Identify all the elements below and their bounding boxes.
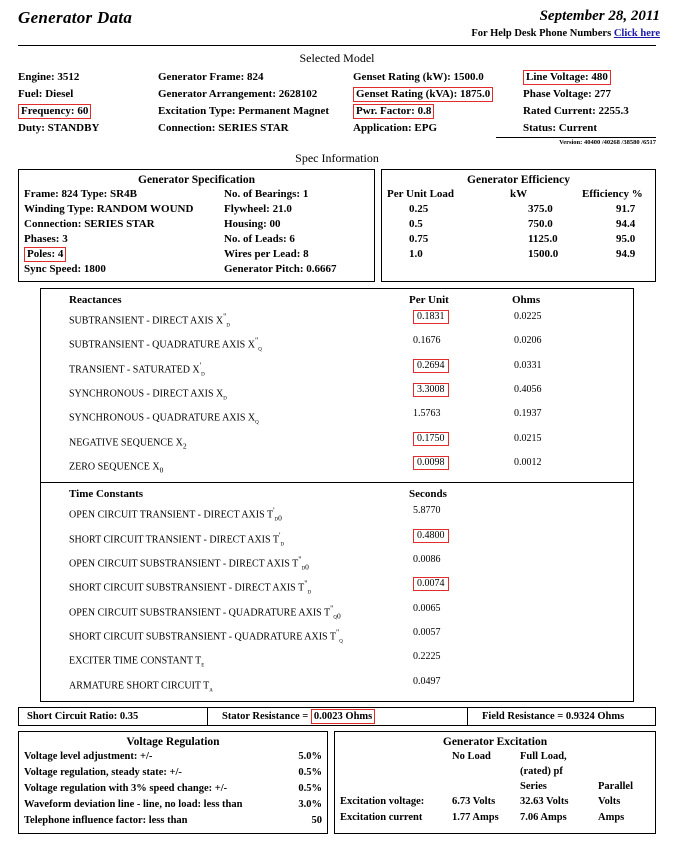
table-row [24, 749, 322, 765]
time-constants-col-seconds: Seconds [409, 488, 447, 501]
reactance-label: TRANSIENT - SATURATED X [69, 363, 200, 375]
line-voltage-field [523, 69, 656, 85]
reactance-label: SYNCHRONOUS - DIRECT AXIS X [69, 388, 224, 400]
table-row [41, 624, 633, 648]
generator-pitch-field: Generator Pitch: 0.6667 [224, 263, 337, 275]
reactances-col-ohms: Ohms [512, 294, 541, 306]
generator-arrangement-field: Generator Arrangement: 2628102 [158, 88, 318, 100]
table-row [24, 797, 322, 813]
voltage-regulation-value: 0.5% [298, 782, 322, 794]
reactance-sub: 2 [182, 440, 187, 450]
time-constant-spacer [508, 673, 627, 697]
frequency-value: Frequency: 60 [18, 104, 91, 119]
table-row [340, 810, 650, 826]
reactance-sup: " [223, 312, 227, 321]
reactance-name [47, 381, 399, 405]
selected-model-row [18, 86, 656, 102]
time-constant-label: SHORT CIRCUIT TRANSIENT - DIRECT AXIS T [69, 533, 279, 545]
spec-row [24, 262, 369, 277]
time-constant-name [47, 502, 399, 526]
time-constant-spacer [508, 624, 627, 648]
poles-value: Poles: 4 [24, 247, 66, 262]
reactance-ohms: 0.1937 [514, 408, 542, 420]
table-row [41, 357, 633, 381]
resistance-summary-row [18, 707, 656, 726]
table-row [24, 765, 322, 781]
excitation-voltage-parallel: Volts [598, 795, 621, 807]
phase-voltage-field: Phase Voltage: 277 [523, 88, 611, 100]
efficiency-kw: 1500.0 [528, 248, 559, 260]
status-field: Status: Current [523, 122, 598, 134]
reactance-sub: d [201, 367, 205, 377]
voltage-regulation-value: 50 [311, 814, 322, 826]
bearings-field: No. of Bearings: 1 [224, 188, 309, 200]
reactances-table [40, 288, 634, 482]
efficiency-kw: 1125.0 [528, 233, 558, 245]
reactance-name [47, 308, 399, 332]
efficiency-percent: 94.4 [616, 218, 636, 230]
time-constant-spacer [508, 575, 627, 599]
table-row [41, 551, 633, 575]
table-row [41, 648, 633, 672]
reactance-sub: q [255, 416, 259, 426]
spec-row [24, 202, 369, 217]
time-constant-sup: " [336, 627, 340, 637]
generator-excitation-header-2 [340, 779, 650, 794]
document-header [0, 0, 674, 39]
efficiency-col-kw: kW [510, 188, 528, 200]
frame-type-field: Frame: 824 Type: SR4B [24, 188, 137, 200]
reactance-per-unit [399, 381, 508, 405]
efficiency-col-efficiency: Efficiency % [582, 188, 643, 200]
time-constants-col-name: Time Constants [69, 488, 144, 501]
selected-model-row [18, 120, 656, 136]
document-date: September 28, 2011 [539, 8, 660, 24]
frequency-field [18, 103, 158, 119]
reactance-ohms: 0.0331 [514, 359, 542, 371]
reactance-ohms: 0.0012 [514, 456, 542, 468]
reactance-name [47, 430, 399, 454]
reactance-sub: 0 [159, 465, 164, 475]
table-row [387, 202, 650, 217]
flywheel-field: Flywheel: 21.0 [224, 203, 292, 215]
time-constant-seconds-value: 0.4800 [413, 529, 449, 543]
line-voltage-value: Line Voltage: 480 [523, 70, 611, 85]
efficiency-percent: 94.9 [616, 248, 636, 260]
time-constant-seconds-value: 0.0074 [413, 577, 449, 591]
efficiency-per-unit-load: 1.0 [409, 248, 423, 260]
reactances-and-time-constants [40, 288, 634, 702]
excitation-voltage-label: Excitation voltage: [340, 795, 425, 807]
time-constants-table [40, 482, 634, 702]
table-row [387, 247, 650, 262]
reactance-per-unit-value: 0.1831 [413, 310, 449, 324]
reactance-sub: d [226, 319, 230, 329]
time-constant-name [47, 648, 399, 672]
reactance-per-unit [399, 357, 508, 381]
voltage-regulation-label: Telephone influence factor: less than [24, 814, 188, 826]
excitation-head-no-load: No Load [452, 750, 491, 762]
time-constant-spacer [508, 648, 627, 672]
reactance-sub: d [223, 392, 227, 402]
reactance-sup: ' [199, 360, 202, 370]
table-row [41, 381, 633, 405]
generator-efficiency-header [387, 187, 650, 202]
excitation-head-blank [340, 749, 452, 779]
voltage-regulation-value: 5.0% [298, 750, 322, 762]
spec-row [24, 187, 369, 202]
generator-excitation-panel [334, 731, 656, 834]
table-row [340, 794, 650, 810]
phases-field: Phases: 3 [24, 233, 68, 245]
spec-connection-field: Connection: SERIES STAR [24, 218, 155, 230]
rated-current-field: Rated Current: 2255.3 [523, 105, 629, 117]
time-constant-seconds: 0.0497 [413, 675, 441, 687]
time-constant-name [47, 624, 399, 648]
efficiency-kw: 375.0 [528, 203, 553, 215]
time-constant-label: OPEN CIRCUIT TRANSIENT - DIRECT AXIS T [69, 509, 274, 521]
time-constant-label: SHORT CIRCUIT SUBSTRANSIENT - DIRECT AXIS T [69, 582, 305, 594]
efficiency-per-unit-load: 0.25 [409, 203, 429, 215]
time-constant-sup: " [298, 554, 302, 564]
excitation-current-series: 7.06 Amps [520, 811, 567, 823]
time-constant-sub: d [280, 537, 285, 547]
table-row [41, 308, 633, 332]
voltage-regulation-title: Voltage Regulation [126, 735, 220, 748]
time-constant-sub: d [307, 586, 312, 596]
efficiency-per-unit-load: 0.75 [409, 233, 429, 245]
reactance-ohms: 0.0215 [514, 432, 542, 444]
voltage-regulation-label: Waveform deviation line - line, no load: less than [24, 798, 243, 810]
reactance-ohms: 0.0225 [514, 311, 542, 322]
excitation-subhead-series: Series [520, 780, 547, 792]
efficiency-col-per-unit-load: Per Unit Load [387, 188, 455, 200]
generator-specification-panel [18, 169, 375, 282]
efficiency-per-unit-load: 0.5 [409, 218, 423, 230]
table-row [387, 232, 650, 247]
reactance-label: SYNCHRONOUS - QUADRATURE AXIS X [69, 412, 256, 424]
reactance-per-unit-value: 3.3008 [413, 383, 449, 397]
generator-excitation-title: Generator Excitation [442, 735, 548, 748]
table-row [24, 781, 322, 797]
help-desk-text: For Help Desk Phone Numbers [471, 28, 612, 39]
duty-field: Duty: STANDBY [18, 122, 100, 134]
table-row [41, 673, 633, 697]
time-constant-sub: d0 [301, 562, 309, 572]
reactance-label: ZERO SEQUENCE X [69, 461, 160, 473]
time-constant-sub: a [209, 683, 213, 693]
time-constant-seconds: 5.8770 [413, 505, 441, 517]
time-constant-label: OPEN CIRCUIT SUBSTRANSIENT - QUADRATURE AXIS T [69, 606, 331, 618]
time-constant-seconds: 0.0065 [413, 602, 441, 614]
reactance-sub: q [258, 343, 262, 353]
reactances-col-name: Reactances [69, 294, 122, 306]
time-constant-name [47, 527, 399, 551]
winding-type-field: Winding Type: RANDOM WOUND [24, 203, 194, 215]
table-row [41, 502, 633, 526]
poles-field [24, 247, 224, 262]
time-constant-seconds: 0.2225 [413, 651, 441, 663]
application-field: Application: EPG [353, 122, 438, 134]
table-row [41, 332, 633, 356]
spec-row [24, 232, 369, 247]
time-constant-name [47, 575, 399, 599]
voltage-regulation-panel [18, 731, 328, 834]
excitation-current-no-load: 1.77 Amps [452, 811, 499, 823]
time-constant-seconds: 0.0086 [413, 553, 441, 565]
time-constant-name [47, 673, 399, 697]
generator-specification-title: Generator Specification [138, 174, 255, 186]
genset-rating-kw-field: Genset Rating (kW): 1500.0 [353, 71, 484, 83]
excitation-current-parallel: Amps [598, 811, 625, 823]
excitation-head-full-load: Full Load, (rated) pf [520, 750, 567, 777]
table-row [387, 217, 650, 232]
time-constant-sup: ' [273, 506, 275, 516]
time-constant-spacer [508, 600, 627, 624]
stator-resistance [208, 708, 468, 725]
leads-field: No. of Leads: 6 [224, 233, 295, 245]
time-constant-sup: ' [278, 530, 281, 540]
header-divider [18, 45, 656, 46]
version-label: Version: 40400 /40268 /38580 /6517 [496, 137, 656, 146]
time-constants-col-spacer [504, 486, 627, 502]
table-row [41, 527, 633, 551]
time-constant-spacer [508, 527, 627, 551]
stator-resistance-label: Stator Resistance = [222, 710, 309, 722]
voltage-regulation-label: Voltage regulation with 3% speed change: +/- [24, 782, 228, 794]
generator-frame-field: Generator Frame: 824 [158, 71, 264, 83]
time-constant-label: SHORT CIRCUIT SUBSTRANSIENT - QUADRATURE AXIS T [69, 631, 337, 643]
time-constant-seconds: 0.0057 [413, 626, 441, 638]
reactance-per-unit [399, 454, 508, 478]
selected-model-title: Selected Model [299, 51, 375, 65]
time-constant-label: ARMATURE SHORT CIRCUIT T [69, 679, 210, 691]
time-constant-name [47, 600, 399, 624]
reactance-per-unit: 0.1676 [413, 335, 441, 347]
help-desk-link[interactable]: Click here [613, 28, 660, 39]
efficiency-percent: 95.0 [616, 233, 636, 245]
genset-rating-kva-field [353, 86, 523, 102]
short-circuit-ratio: Short Circuit Ratio: 0.35 [19, 708, 208, 725]
genset-rating-kva-value: Genset Rating (kVA): 1875.0 [353, 87, 493, 102]
generator-efficiency-title: Generator Efficiency [467, 174, 570, 186]
reactance-label: SUBTRANSIENT - QUADRATURE AXIS X [69, 339, 255, 351]
efficiency-percent: 91.7 [616, 203, 636, 215]
power-factor-value: Pwr. Factor: 0.8 [353, 104, 434, 119]
power-factor-field [353, 103, 523, 119]
voltage-regulation-label: Voltage level adjustment: +/- [24, 750, 153, 762]
table-row [41, 600, 633, 624]
spec-row [24, 217, 369, 232]
reactance-name [47, 405, 399, 429]
voltage-regulation-label: Voltage regulation, steady state: +/- [24, 766, 182, 778]
voltage-regulation-value: 0.5% [298, 766, 322, 778]
reactance-ohms: 0.4056 [514, 383, 542, 395]
table-row [41, 405, 633, 429]
time-constant-spacer [508, 502, 627, 526]
time-constant-sup: " [304, 579, 308, 589]
selected-model-row [18, 103, 656, 119]
voltage-regulation-value: 3.0% [298, 798, 322, 810]
reactance-label: SUBTRANSIENT - DIRECT AXIS X [69, 315, 224, 327]
time-constant-seconds [399, 575, 508, 599]
help-desk-note [471, 28, 660, 39]
time-constant-seconds [399, 527, 508, 551]
table-row [24, 813, 322, 829]
selected-model-block [18, 69, 656, 146]
excitation-subhead-blank-2 [452, 779, 520, 794]
table-row [41, 575, 633, 599]
excitation-type-field: Excitation Type: Permanent Magnet [158, 105, 329, 117]
reactance-label: NEGATIVE SEQUENCE X [69, 436, 183, 448]
stator-resistance-value: 0.0023 Ohms [311, 709, 375, 724]
wires-per-lead-field: Wires per Lead: 8 [224, 248, 309, 260]
spec-information-title: Spec Information [295, 151, 379, 165]
time-constant-label: OPEN CIRCUIT SUBSTRANSIENT - DIRECT AXIS T [69, 558, 299, 570]
time-constant-spacer [508, 551, 627, 575]
efficiency-kw: 750.0 [528, 218, 553, 230]
excitation-subhead-parallel: Parallel [598, 780, 633, 792]
engine-field: Engine: 3512 [18, 71, 80, 83]
reactance-per-unit [399, 308, 508, 332]
reactance-per-unit-value: 0.2694 [413, 359, 449, 373]
field-resistance: Field Resistance = 0.9324 Ohms [482, 710, 625, 722]
spec-information-block [18, 169, 656, 282]
reactance-ohms: 0.0206 [514, 335, 542, 347]
excitation-subhead-blank [340, 779, 452, 794]
table-row [41, 430, 633, 454]
time-constant-name [47, 551, 399, 575]
page-title: Generator Data [18, 8, 133, 27]
time-constant-label: EXCITER TIME CONSTANT T [69, 655, 202, 667]
reactance-per-unit [399, 430, 508, 454]
table-row [41, 454, 633, 478]
connection-field: Connection: SERIES STAR [158, 122, 289, 134]
reactance-sup: " [254, 336, 259, 346]
generator-excitation-header-1 [340, 749, 650, 779]
time-constants-header [41, 486, 633, 502]
fuel-field: Fuel: Diesel [18, 88, 74, 100]
reactance-name [47, 454, 399, 478]
reactance-per-unit: 1.5763 [413, 408, 441, 420]
time-constant-sub: d0 [274, 513, 282, 523]
reactances-header [41, 292, 633, 308]
reactance-per-unit-value: 0.0098 [413, 456, 449, 470]
header-right [471, 8, 660, 39]
reactance-per-unit-value: 0.1750 [413, 432, 449, 446]
time-constant-sub: q [339, 635, 343, 645]
reactance-name [47, 357, 399, 381]
time-constant-sub: q0 [333, 610, 341, 620]
excitation-voltage-no-load: 6.73 Volts [452, 795, 496, 807]
selected-model-row [18, 69, 656, 85]
time-constant-sup: " [330, 603, 334, 613]
time-constant-sub: e [201, 659, 205, 669]
housing-field: Housing: 00 [224, 218, 281, 230]
excitation-voltage-series: 32.63 Volts [520, 795, 569, 807]
reactances-col-per-unit: Per Unit [409, 294, 449, 306]
sync-speed-field: Sync Speed: 1800 [24, 263, 106, 275]
excitation-current-label: Excitation current [340, 811, 423, 823]
reactance-name [47, 332, 399, 356]
excitation-head-blank-2 [598, 749, 650, 779]
generator-efficiency-panel [381, 169, 656, 282]
bottom-panels [18, 731, 656, 834]
spec-row [24, 247, 369, 262]
